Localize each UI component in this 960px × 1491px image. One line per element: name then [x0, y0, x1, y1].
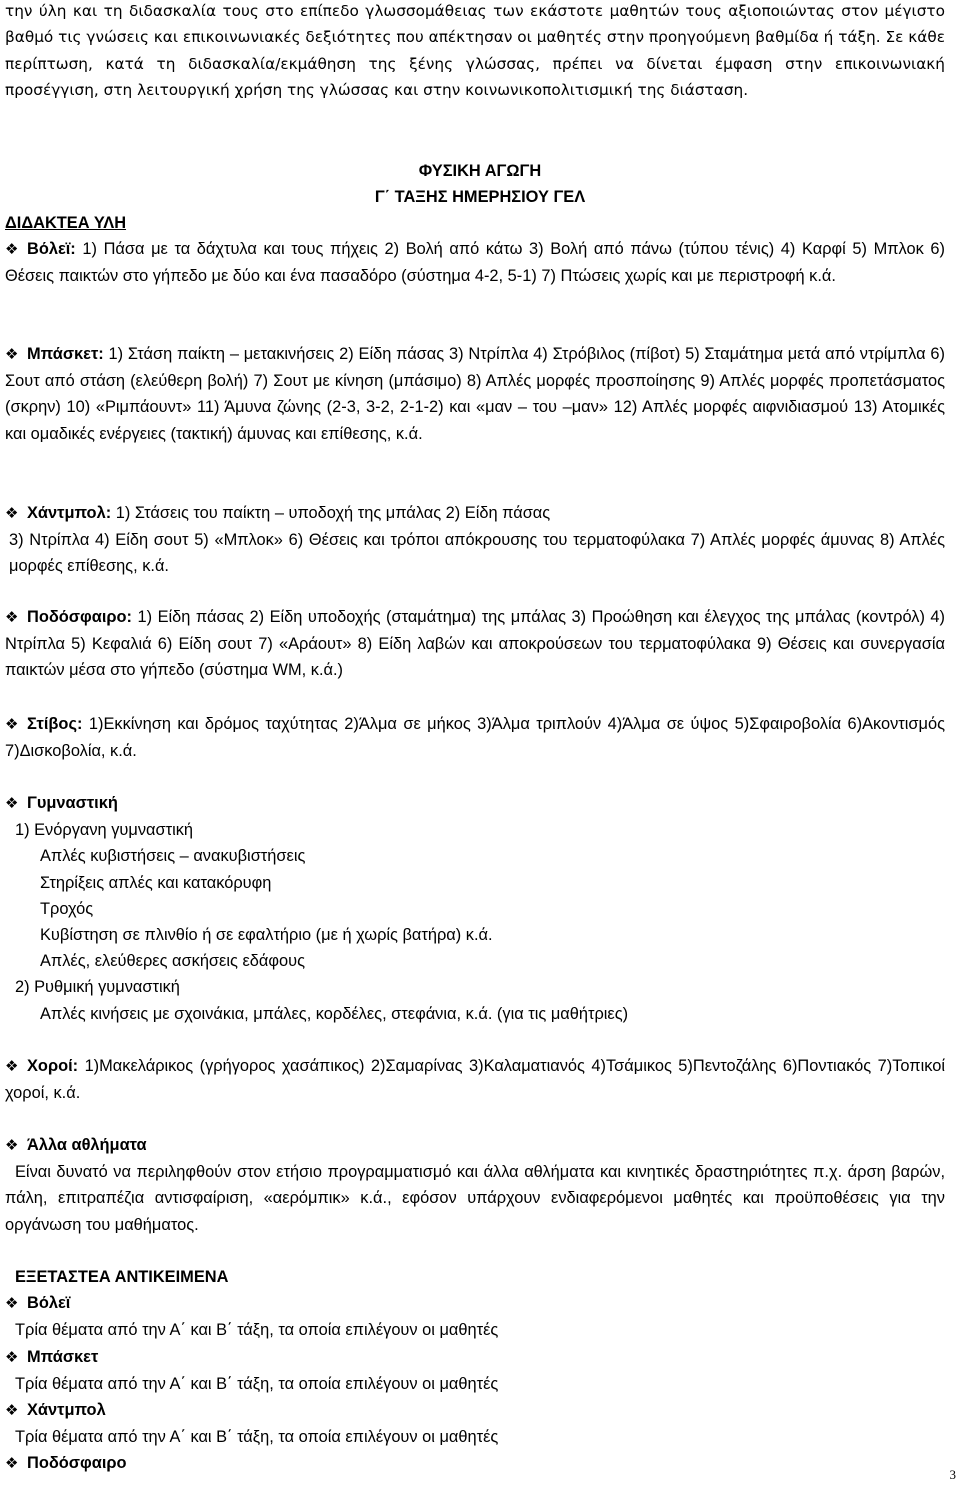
sport-name: Χάντμπολ: [27, 504, 112, 522]
exam-sport-name: Χάντμπολ [27, 1401, 106, 1420]
diamond-bullet-icon: ❖ [5, 1402, 19, 1420]
gym-line: 2) Ρυθμική γυμναστική [15, 978, 180, 997]
diamond-bullet-icon: ❖ [5, 795, 19, 812]
sport-text: 1)Εκκίνηση και δρόμος ταχύτητας 2)Άλμα σε μήκος 3)Άλμα τριπλούν 4)Άλμα σε ύψος 5)Σφαιροβολία 6)Ακοντισμός 7)Δισκοβολία, κ.ά. [5, 715, 945, 761]
syllabus-heading-text: ΔΙΔΑΚΤΕΑ ΥΛΗ [5, 214, 127, 232]
sport-text: 1)Μακελάρικος (γρήγορος χασάπικος) 2)Σαμαρίνας 3)Καλαματιανός 4)Τσάμικος 5)Πεντοζάλης 6)Ποντιακός 7)Τοπικοί χοροί, κ.ά. [5, 1057, 945, 1103]
diamond-bullet-icon: ❖ [5, 505, 19, 522]
diamond-bullet-icon: ❖ [5, 1295, 19, 1313]
gym-line: Απλές, ελεύθερες ασκήσεις εδάφους [40, 952, 305, 971]
sport-handball [5, 500, 945, 580]
sport-name: Χοροί: [27, 1057, 79, 1075]
sport-name: Στίβος: [27, 715, 83, 733]
sport-football [5, 604, 945, 684]
diamond-bullet-icon: ❖ [5, 1058, 19, 1075]
exam-section [5, 1264, 945, 1478]
sport-name: Μπάσκετ: [27, 345, 104, 363]
exam-sport-text: Τρία θέματα από την Α΄ και Β΄ τάξη, τα οποία επιλέγουν οι μαθητές [15, 1428, 499, 1447]
sport-volley [5, 236, 945, 289]
sport-name: Βόλεϊ: [27, 240, 76, 258]
gym-line: Τροχός [40, 899, 94, 918]
gym-line: Κυβίστηση σε πλινθίο ή σε εφαλτήριο (με ή χωρίς βατήρα) κ.ά. [40, 926, 493, 945]
diamond-bullet-icon: ❖ [5, 716, 19, 733]
diamond-bullet-icon: ❖ [5, 609, 19, 626]
exam-sport-name: Ποδόσφαιρο [27, 1454, 127, 1473]
exam-heading: ΕΞΕΤΑΣΤΕΑ ΑΝΤΙΚΕΙΜΕΝΑ [15, 1268, 229, 1286]
exam-sport-text: Τρία θέματα από την Α΄ και Β΄ τάξη, τα οποία επιλέγουν οι μαθητές [15, 1374, 499, 1393]
sport-name: Ποδόσφαιρο: [27, 608, 132, 626]
section-heading-syllabus [5, 210, 945, 236]
page-title: ΦΥΣΙΚΗ ΑΓΩΓΗ [418, 162, 542, 180]
exam-sport-name: Μπάσκετ [27, 1347, 99, 1366]
sport-athletics [5, 711, 945, 764]
intro-paragraph: την ύλη και τη διδασκαλία τους στο επίπεδο γλωσσομάθειας των εκάστοτε μαθητών τους αξιοποιώντας στον μέγιστο βαθμό τις γνώσεις και επικοινωνιακές δεξιότητες που απέκτησαν οι μαθητές στην προηγούμενη βαθμίδα ή τάξη. Σε κάθε περίπτωση, κατά τη διδασκαλία/εκμάθηση της ξένης γλώσσας, πρέπει να δίνεται έμφαση στην επικοινωνιακή προσέγγιση, στη λειτουργική χρήση της γλώσσας και στην κοινωνικοπολιτισμική της διάσταση. [5, 2, 945, 100]
sport-dances [5, 1053, 945, 1106]
sport-text: 1) Στάσεις του παίκτη – υποδοχή της μπάλας 2) Είδη πάσας [111, 504, 551, 522]
sport-basketball [5, 341, 945, 447]
diamond-bullet-icon: ❖ [5, 346, 19, 363]
gym-line: Στηρίξεις απλές και κατακόρυφη [40, 873, 272, 892]
sport-gymnastics [5, 790, 945, 1027]
page-subtitle: Γ΄ ΤΑΞΗΣ ΗΜΕΡΗΣΙΟΥ ΓΕΛ [374, 188, 586, 206]
sport-text-continued: 3) Ντρίπλα 4) Είδη σουτ 5) «Μπλοκ» 6) Θέσεις και τρόποι απόκρουσης του τερματοφύλακα 7) Απλές μορφές άμυνας 8) Απλές μορφές επίθεσης, κ.ά. [9, 531, 945, 576]
page-number: 3 [949, 1467, 956, 1482]
gym-line: 1) Ενόργανη γυμναστική [15, 821, 194, 840]
sport-text: 1) Στάση παίκτη – μετακινήσεις 2) Είδη πάσας 3) Ντρίπλα 4) Στρόβιλος (πίβοτ) 5) Σταμάτημα μετά από ντρίμπλα 6) Σουτ από στάση (ελεύθερη βολή) 7) Σουτ με κίνηση (μπάσιμο) 8) Απλές μορφές προσποίησης 9) Απλές μορφές προπετάσματος (σκρην) 10) «Ριμπάουντ» 11) Άμυνα ζώνης (2-3, 3-2, 2-1-2) και «μαν – του –μαν» 12) Απλές μορφές αιφνιδιασμού 13) Ατομικές και ομαδικές ενέργειες (τακτική) άμυνας και επίθεσης, κ.ά. [5, 345, 945, 443]
gym-line: Απλές κινήσεις με σχοινάκια, μπάλες, κορδέλες, στεφάνια, κ.ά. (για τις μαθήτριες) [40, 1004, 629, 1023]
sport-text: 1) Πάσα με τα δάχτυλα και τους πήχεις 2) Βολή από κάτω 3) Βολή από πάνω (τύπου τένις) 4) Καρφί 5) Μπλοκ 6) Θέσεις παικτών στο γήπεδο με δύο και ένα πασαδόρο (σύστημα 4-2, 5-1) 7) Πτώσεις χωρίς και με περιστροφή κ.ά. [5, 240, 945, 286]
sport-text: 1) Είδη πάσας 2) Είδη υποδοχής (σταμάτημα) της μπάλας 3) Προώθηση και έλεγχος της μπάλας (κοντρόλ) 4) Ντρίπλα 5) Κεφαλιά 6) Είδη σουτ 7) «Αράουτ» 8) Είδη λαβών και αποκρούσεων του τερματοφύλακα 9) Θέσεις και συνεργασία παικτών μέσα στο γήπεδο (σύστημα WM, κ.ά.) [5, 608, 945, 680]
diamond-bullet-icon: ❖ [5, 1455, 19, 1473]
gym-line: Απλές κυβιστήσεις – ανακυβιστήσεις [40, 847, 306, 866]
exam-sport-text: Τρία θέματα από την Α΄ και Β΄ τάξη, τα οποία επιλέγουν οι μαθητές [15, 1321, 499, 1340]
sport-other [5, 1132, 945, 1238]
exam-sport-name: Βόλεϊ [27, 1294, 71, 1313]
diamond-bullet-icon: ❖ [5, 1137, 19, 1154]
diamond-bullet-icon: ❖ [5, 1348, 19, 1366]
sport-name: Άλλα αθλήματα [27, 1136, 147, 1154]
diamond-bullet-icon: ❖ [5, 241, 19, 258]
sport-text: Είναι δυνατό να περιληφθούν στον ετήσιο προγραμματισμό και άλλα αθλήματα και κινητικές δραστηριότητες π.χ. άρση βαρών, πάλη, επιτραπέζια αντισφαίριση, «αερόμπικ» κ.ά., εφόσον υπάρχουν ενδιαφερόμενοι μαθητές και προϋποθέσεις για την οργάνωση του μαθήματος. [5, 1163, 945, 1234]
sport-name: Γυμναστική [27, 794, 118, 812]
